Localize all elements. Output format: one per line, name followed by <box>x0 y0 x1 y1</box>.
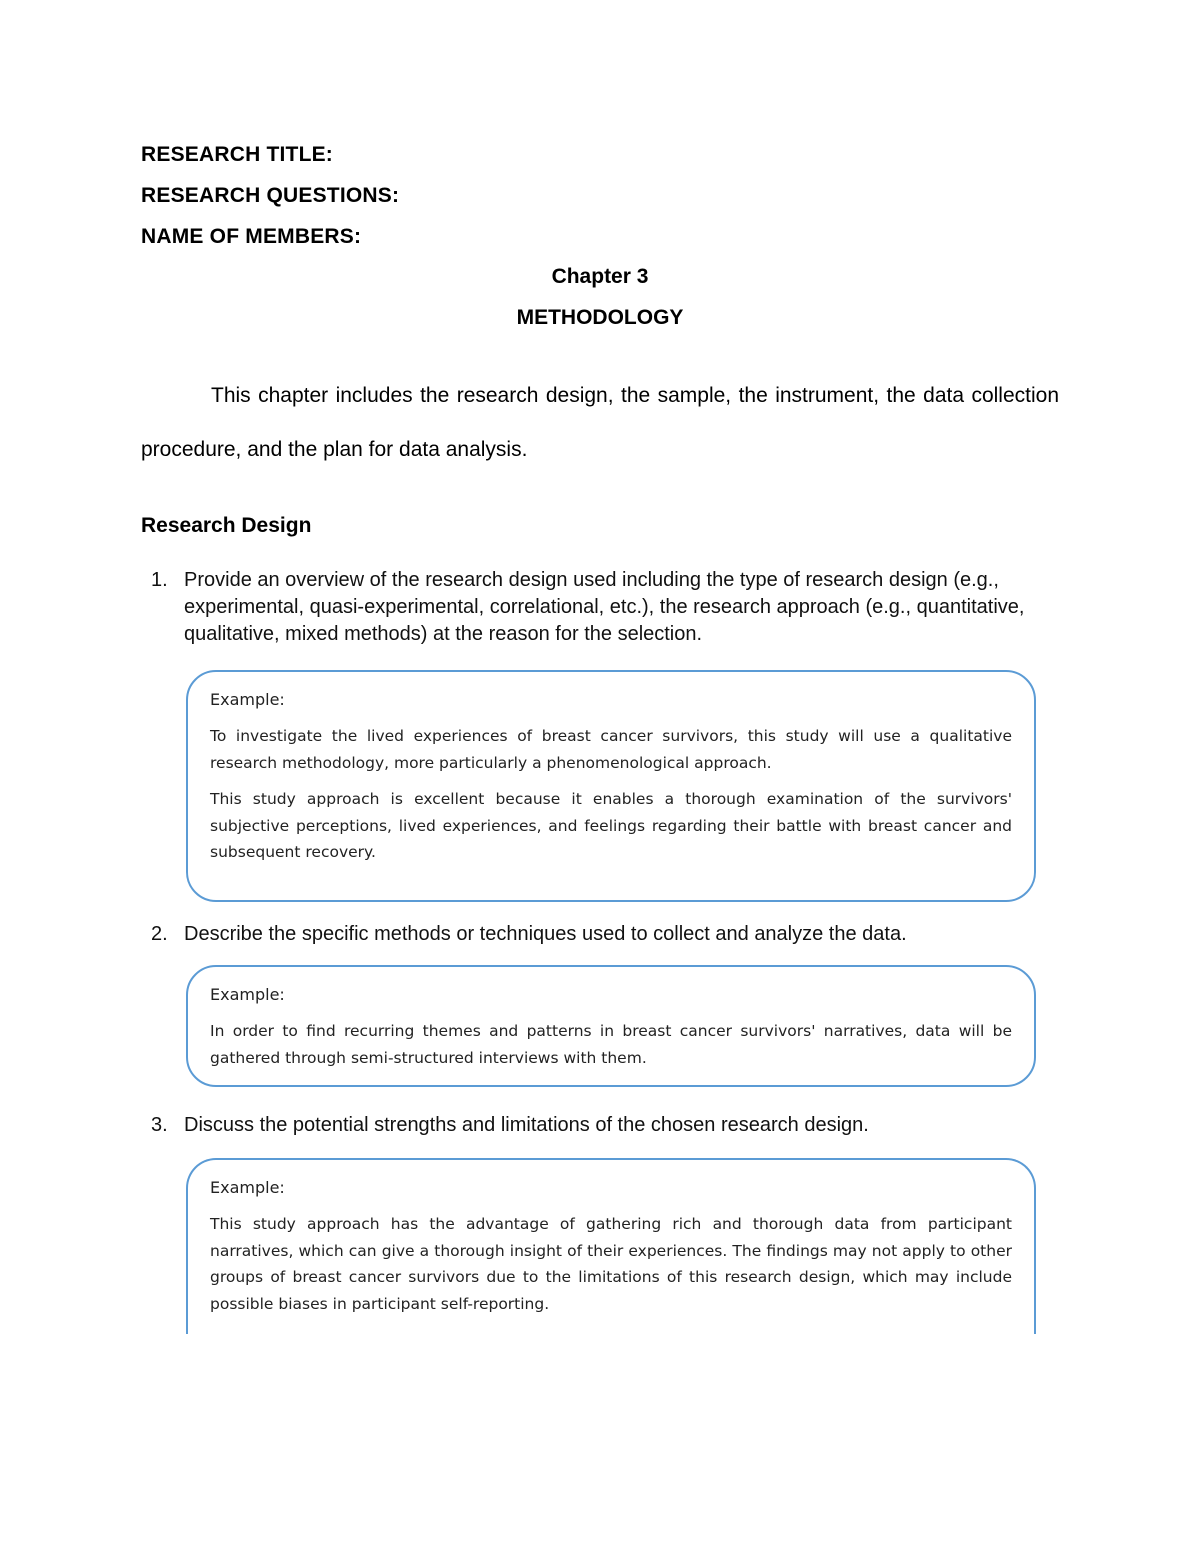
example-paragraph: This study approach has the advantage of gathering rich and thorough data from participant narratives, which can give a thorough insight of their experiences. The findings may not apply to other groups of breast cancer survivors due to the limitations of this research design, which may include possible biases in participant self-reporting. <box>210 1215 1012 1313</box>
example-label: Example: <box>210 985 285 1004</box>
research-title-label: RESEARCH TITLE: <box>141 143 333 166</box>
name-of-members-label: NAME OF MEMBERS: <box>141 225 362 248</box>
question-text: Describe the specific methods or techniques used to collect and analyze the data. <box>184 923 907 945</box>
chapter-label: Chapter 3 <box>551 265 649 288</box>
question-item-3 <box>151 1112 1051 1139</box>
question-number: 2. <box>151 923 168 945</box>
question-text: Discuss the potential strengths and limitations of the chosen research design. <box>184 1114 869 1136</box>
question-number: 3. <box>151 1114 168 1136</box>
research-questions-label: RESEARCH QUESTIONS: <box>141 184 400 207</box>
example-label: Example: <box>210 690 285 709</box>
example-paragraph: To investigate the lived experiences of breast cancer survivors, this study will use a qualitative research methodology, more particularly a phenomenological approach. <box>210 727 1012 772</box>
example-box-3 <box>186 1158 1036 1334</box>
question-text: Provide an overview of the research design used including the type of research design (e.g., experimental, quasi-experimental, correlational, etc.), the research approach (e.g., quantitative, qualitative, mixed methods) at the reason for the selection. <box>184 569 1025 645</box>
example-label: Example: <box>210 1178 285 1197</box>
section-heading-research-design: Research Design <box>141 514 312 537</box>
chapter-title: METHODOLOGY <box>516 306 684 329</box>
question-item-1 <box>151 567 1051 648</box>
example-paragraph: In order to find recurring themes and patterns in breast cancer survivors' narratives, data will be gathered through semi-structured interviews with them. <box>210 1022 1012 1067</box>
example-box-2 <box>186 965 1036 1087</box>
question-number: 1. <box>151 569 168 591</box>
example-box-1 <box>186 670 1036 902</box>
example-paragraph: This study approach is excellent because it enables a thorough examination of the survivors' subjective perceptions, lived experiences, and feelings regarding their battle with breast cancer and subsequent recovery. <box>210 790 1012 861</box>
question-item-2 <box>151 921 1051 948</box>
intro-paragraph: This chapter includes the research design, the sample, the instrument, the data collection procedure, and the plan for data analysis. <box>141 384 1059 461</box>
